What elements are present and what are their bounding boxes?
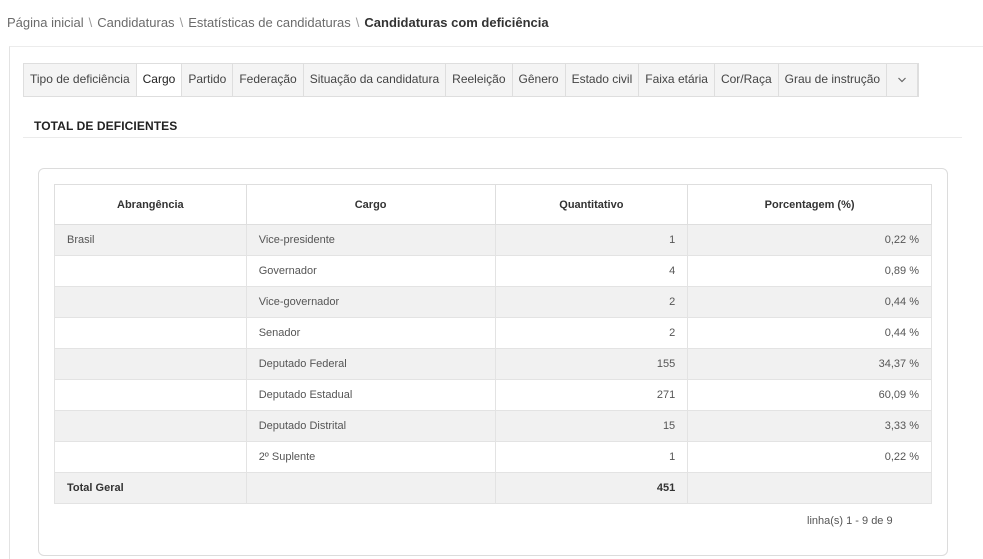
breadcrumb-separator: \ (88, 15, 93, 30)
table-header-row (55, 185, 932, 225)
tab-cargo[interactable]: Cargo (137, 64, 183, 96)
cell-cargo: 2º Suplente (246, 442, 495, 473)
cell-porcentagem: 0,22 % (688, 225, 932, 256)
cell-porcentagem: 0,44 % (688, 318, 932, 349)
cell-quantitativo: 155 (495, 349, 688, 380)
cell-porcentagem: 34,37 % (688, 349, 932, 380)
breadcrumb-item-estatisticas[interactable]: Estatísticas de candidaturas (188, 15, 351, 30)
breadcrumb-separator: \ (179, 15, 184, 30)
breadcrumb-current: Candidaturas com deficiência (364, 15, 549, 30)
cell-cargo: Governador (246, 256, 495, 287)
breadcrumb-item-home[interactable]: Página inicial (7, 15, 84, 30)
breadcrumb-separator: \ (355, 15, 360, 30)
tab-cor-raca[interactable]: Cor/Raça (715, 64, 779, 96)
column-header-cargo[interactable]: Cargo (246, 185, 495, 225)
table-row (55, 411, 932, 442)
table-row (55, 442, 932, 473)
cell-quantitativo: 271 (495, 380, 688, 411)
cell-cargo: Vice-governador (246, 287, 495, 318)
column-header-abrangencia[interactable]: Abrangência (55, 185, 247, 225)
tab-genero[interactable]: Gênero (513, 64, 566, 96)
cell-abrangencia (55, 256, 247, 287)
table-row (55, 225, 932, 256)
cell-cargo: Senador (246, 318, 495, 349)
breadcrumb-item-candidaturas[interactable]: Candidaturas (97, 15, 175, 30)
cell-cargo: Vice-presidente (246, 225, 495, 256)
total-quantitativo: 451 (495, 473, 688, 504)
cell-porcentagem: 60,09 % (688, 380, 932, 411)
top-bar (0, 0, 983, 46)
tab-grau-de-instrucao[interactable]: Grau de instrução (779, 64, 887, 96)
cell-porcentagem: 0,89 % (688, 256, 932, 287)
cell-quantitativo: 4 (495, 256, 688, 287)
tab-partido[interactable]: Partido (182, 64, 233, 96)
table-row (55, 318, 932, 349)
cell-abrangencia (55, 287, 247, 318)
breadcrumb (7, 15, 549, 30)
section-title: TOTAL DE DEFICIENTES (34, 119, 178, 133)
cell-cargo: Deputado Estadual (246, 380, 495, 411)
cell-quantitativo: 2 (495, 318, 688, 349)
tab-faixa-etaria[interactable]: Faixa etária (639, 64, 715, 96)
table-row (55, 349, 932, 380)
cell-porcentagem: 0,22 % (688, 442, 932, 473)
tab-estado-civil[interactable]: Estado civil (566, 64, 640, 96)
column-header-quantitativo[interactable]: Quantitativo (495, 185, 688, 225)
cell-abrangencia (55, 349, 247, 380)
cell-cargo: Deputado Distrital (246, 411, 495, 442)
column-header-porcentagem[interactable]: Porcentagem (%) (688, 185, 932, 225)
chevron-down-icon (897, 75, 907, 85)
pagination-info: linha(s) 1 - 9 de 9 (807, 515, 893, 527)
cell-abrangencia (55, 442, 247, 473)
cell-quantitativo: 1 (495, 225, 688, 256)
cell-abrangencia: Brasil (55, 225, 247, 256)
table-row (55, 256, 932, 287)
cell-abrangencia (55, 380, 247, 411)
tab-tipo-de-deficiencia[interactable]: Tipo de deficiência (24, 64, 137, 96)
total-porcentagem (688, 473, 932, 504)
table-total-row (55, 473, 932, 504)
cell-porcentagem: 3,33 % (688, 411, 932, 442)
cell-quantitativo: 15 (495, 411, 688, 442)
data-table (54, 184, 932, 504)
tab-federacao[interactable]: Federação (233, 64, 303, 96)
cell-abrangencia (55, 318, 247, 349)
section-divider (23, 137, 962, 138)
tab-more-button[interactable] (887, 64, 918, 96)
tab-reeleicao[interactable]: Reeleição (446, 64, 512, 96)
cell-porcentagem: 0,44 % (688, 287, 932, 318)
total-label: Total Geral (55, 473, 247, 504)
tab-situacao-da-candidatura[interactable]: Situação da candidatura (304, 64, 446, 96)
tab-bar (23, 63, 919, 97)
table-row (55, 380, 932, 411)
cell-abrangencia (55, 411, 247, 442)
total-cargo (246, 473, 495, 504)
cell-quantitativo: 1 (495, 442, 688, 473)
cell-quantitativo: 2 (495, 287, 688, 318)
cell-cargo: Deputado Federal (246, 349, 495, 380)
table-row (55, 287, 932, 318)
